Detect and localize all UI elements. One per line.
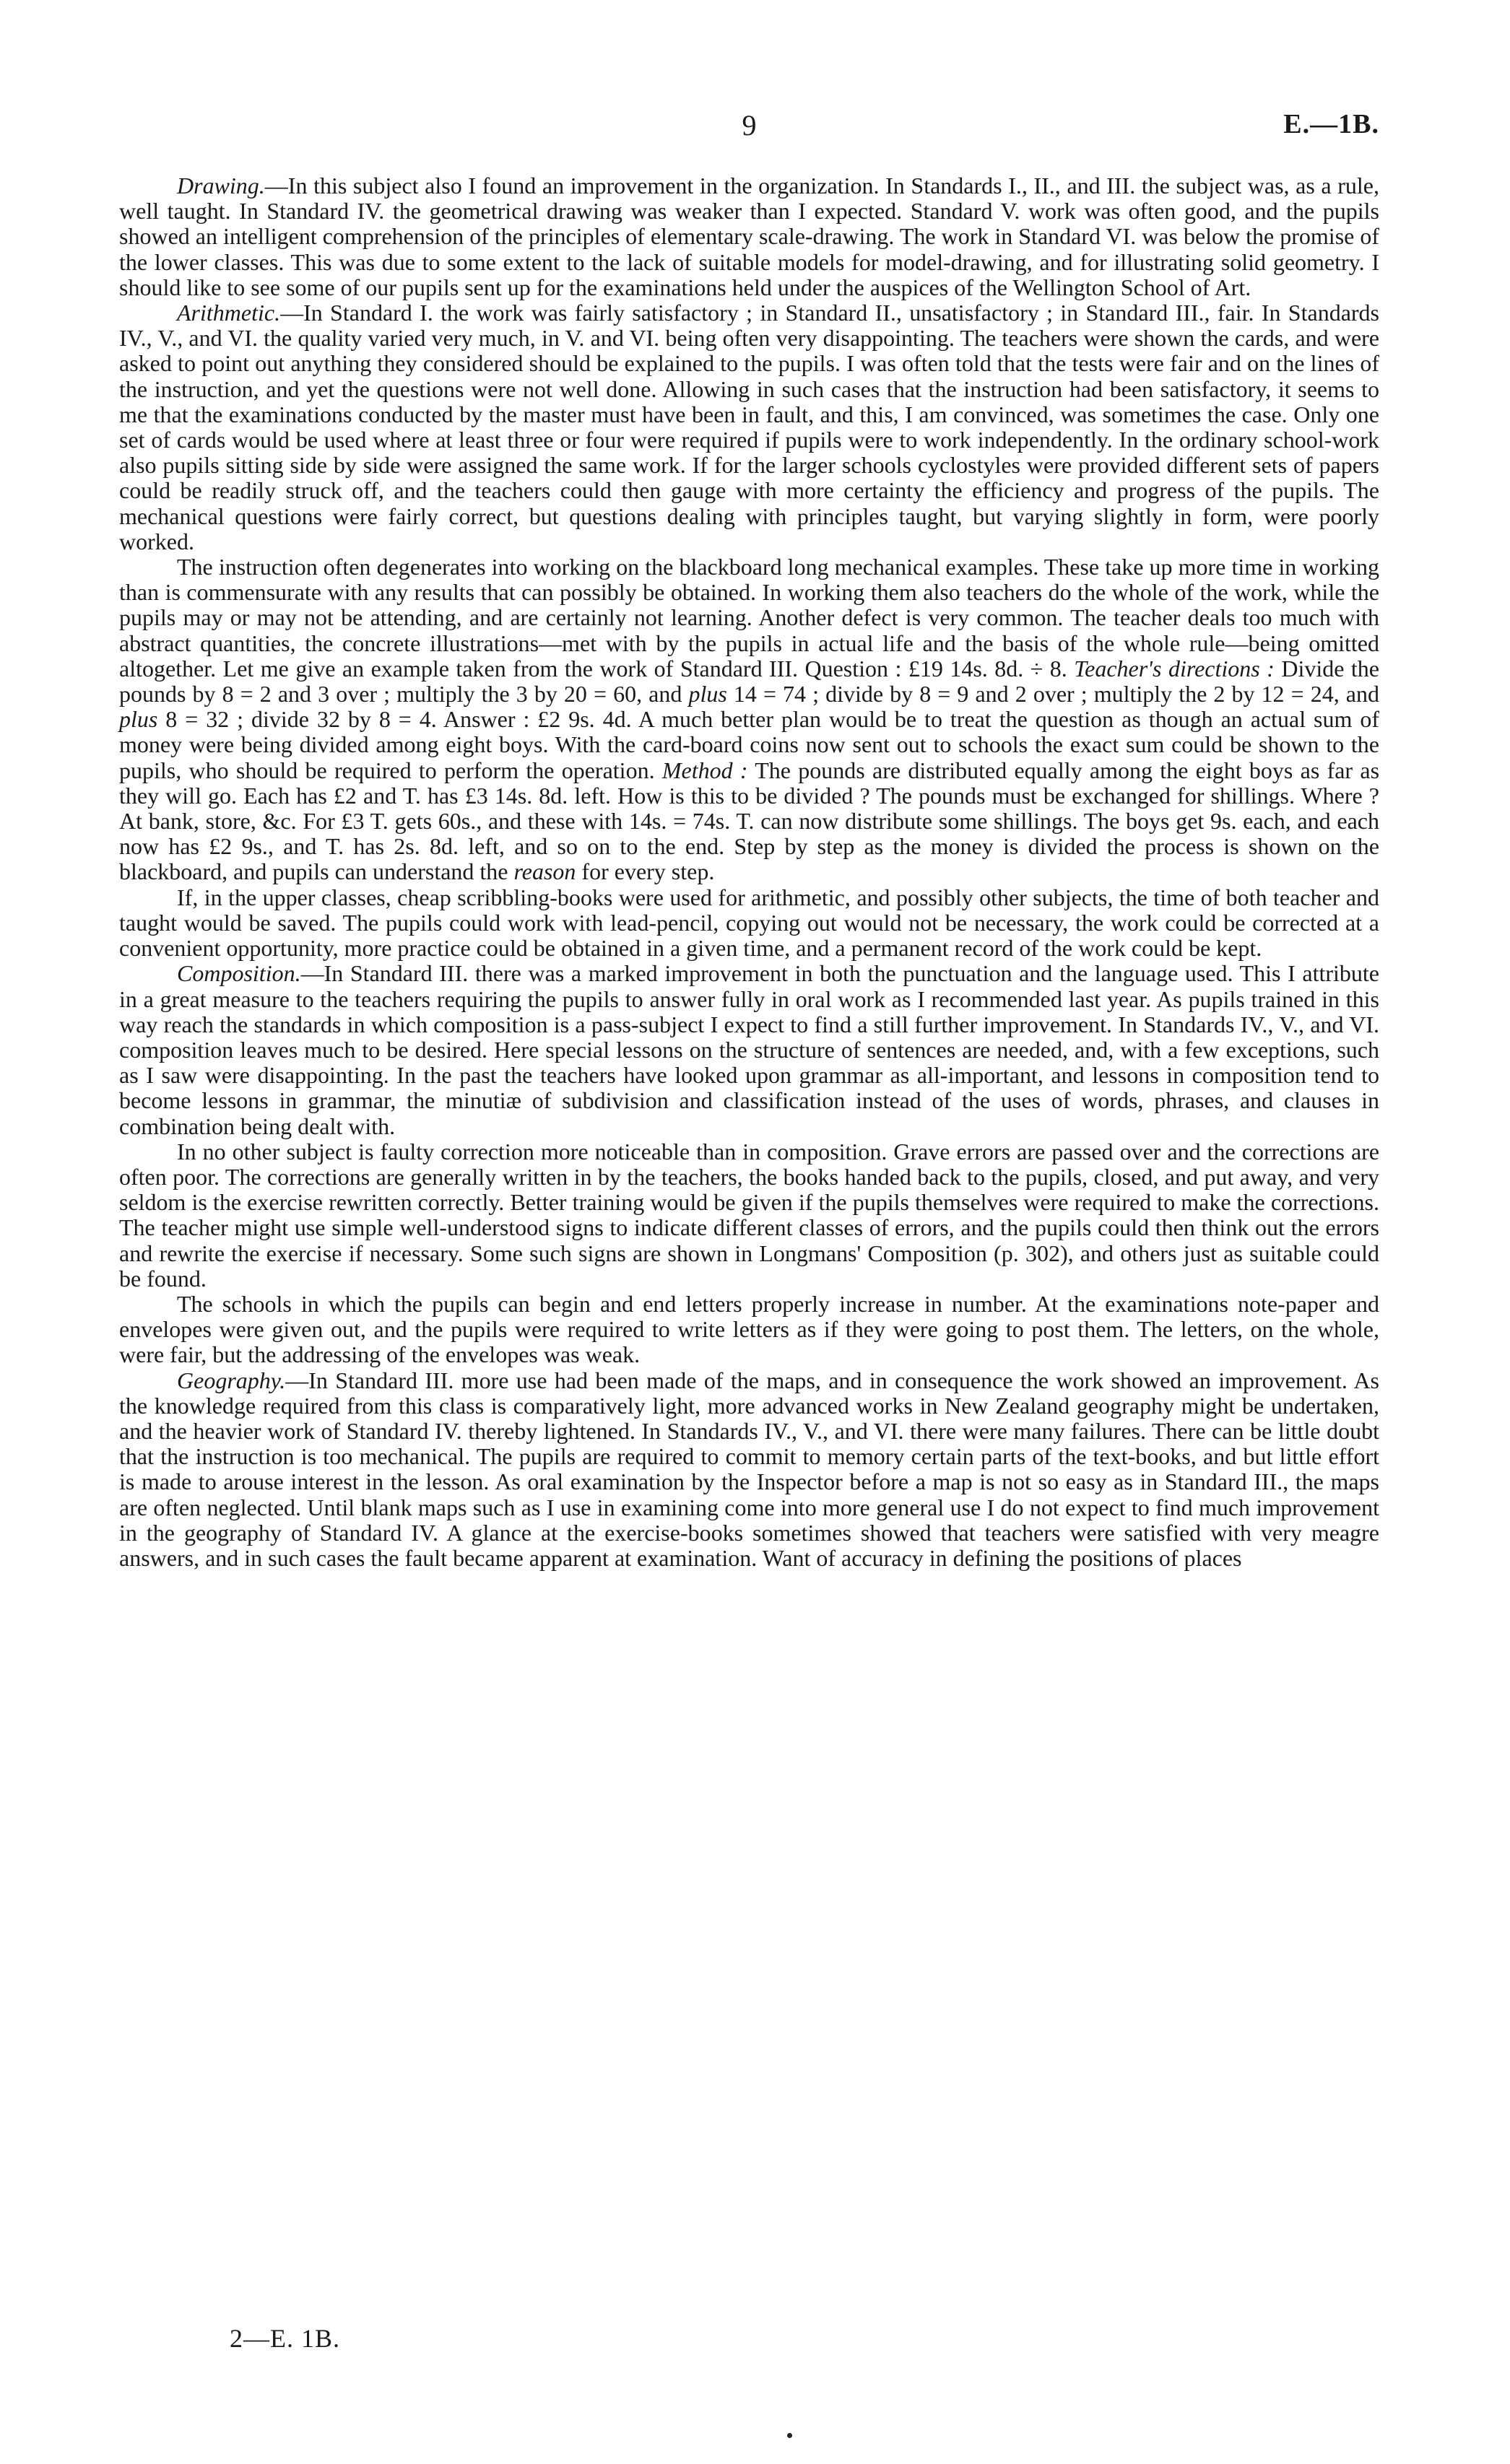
section-heading-composition: Composition. — [177, 960, 301, 987]
paragraph-text: 14 = 74 ; divide by 8 = 9 and 2 over ; multiply the 2 by 12 = 24, and — [726, 681, 1380, 708]
paragraph-composition — [119, 961, 1379, 1139]
paragraph-geography — [119, 1368, 1379, 1572]
paragraph-text: —In Standard I. the work was fairly satisfactory ; in Standard II., unsatisfactory ; in Standard III., fair. In Standards IV., V., and VI. the quality varied very much, in V. and VI. being often very disappointing. The teachers were shown the cards, and were asked to point out anything they considered should be explained to the pupils. I was often told that the tests were fair and on the lines of the instruction, and yet the questions were not well done. Allowing in such cases that the instruction had been satisfactory, it seems to me that the examinations conducted by the master must have been in fault, and this, I am convinced, was sometimes the case. Only one set of cards would be used where at least three or four were required if pupils were to work independently. In the ordinary school-work also pupils sitting side by side were assigned the same work. If for the larger schools cyclostyles were provided different sets of papers could be readily struck off, and the teachers could then gauge with more certainty the efficiency and progress of the pupils. The mechanical questions were fairly correct, but questions dealing with principles taught, but varying slightly in form, were poorly worked. — [119, 300, 1379, 554]
italic-phrase: plus — [688, 681, 727, 708]
paragraph-text: for every step. — [576, 858, 715, 885]
italic-phrase: Method : — [661, 757, 748, 783]
italic-phrase: Teacher's directions : — [1074, 655, 1275, 682]
paragraph-text: The instruction often degenerates into working on the blackboard long mechanical examples. These take up more time in working than is commensurate with any results that can possibly be obtained. In working them also teachers do the whole of the work, while the pupils may or may not be attending, and are certainly not learning. Another defect is very common. The teacher deals too much with abstract quantities, the concrete illustrations—met with by the pupils in actual life and the basis of the whole rule—being omitted altogether. Let me give an example taken from the work of Standard III. Question : £19 14s. 8d. ÷ 8. — [119, 554, 1379, 682]
paragraph-text: The schools in which the pupils can begin and end letters properly increase in number. At the examinations note-paper and envelopes were given out, and the pupils were required to write letters as if they were going to post them. The letters, on the whole, were fair, but the addressing of the envelopes was weak. — [119, 1290, 1379, 1368]
section-heading-arithmetic: Arithmetic. — [177, 300, 281, 326]
paragraph-text: If, in the upper classes, cheap scribbling-books were used for arithmetic, and possibly other subjects, the time of both teacher and taught would be saved. The pupils could work with lead-pencil, copying out would not be necessary, the work could be corrected at a convenient opportunity, more practice could be obtained in a given time, and a permanent record of the work could be kept. — [119, 884, 1379, 962]
paragraph-text: —In this subject also I found an improvement in the organization. In Standards I., II., and III. the subject was, as a rule, well taught. In Standard IV. the geometrical drawing was weaker than I expected. Standard V. work was often good, and the pupils showed an intelligent comprehension of the principles of elementary scale-drawing. The work in Standard VI. was below the promise of the lower classes. This was due to some extent to the lack of suitable models for model-drawing, and for illustrating solid geometry. I should like to see some of our pupils sent up for the examinations held under the auspices of the Wellington School of Art. — [119, 173, 1379, 300]
italic-phrase: plus — [119, 706, 158, 733]
section-heading-geography: Geography. — [177, 1367, 286, 1393]
paragraph-text: Divide the pounds by 8 = 2 and 3 over ; multiply the 3 by 20 = 60, and — [119, 655, 1380, 708]
paragraph-text: In no other subject is faulty correction more noticeable than in composition. Grave errors are passed over and the corrections are often poor. The corrections are generally written in by the teachers, the books handed back to the pupils, closed, and put away, and very seldom is the exercise rewritten correctly. Better training would be given if the pupils themselves were required to make the corrections. The teacher might use simple well-understood signs to indicate different classes of errors, and the pupils could then think out the errors and rewrite the exercise if necessary. Some such signs are shown in Longmans' Composition (p. 302), and others just as suitable could be found. — [119, 1138, 1379, 1292]
signature-mark: 2—E. 1B. — [230, 2324, 341, 2353]
paragraph-drawing — [119, 173, 1379, 300]
italic-phrase: reason — [513, 858, 576, 885]
section-heading-drawing: Drawing. — [177, 173, 265, 199]
page-header — [119, 108, 1379, 152]
paragraph-arithmetic — [119, 300, 1379, 554]
paragraph-arithmetic-example — [119, 554, 1379, 885]
paragraph-letters — [119, 1292, 1379, 1368]
paragraph-text: 8 = 32 ; divide 32 by 8 = 4. Answer : £2 9s. 4d. A much better plan would be to treat the question as though an actual sum of money were being divided among eight boys. With the card-board coins now sent out to schools the exact sum could be shown to the pupils, who should be required to perform the operation. — [119, 706, 1379, 783]
page-dot — [787, 2433, 792, 2438]
page-number: 9 — [742, 109, 757, 142]
paragraph-text: —In Standard III. more use had been made of the maps, and in consequence the work showed an improvement. As the knowledge required from this class is comparatively light, more advanced works in New Zealand geography might be undertaken, and the heavier work of Standard IV. thereby lightened. In Standards IV., V., and VI. there were many failures. There can be little doubt that the instruction is too mechanical. The pupils are required to commit to memory certain parts of the text-books, and but little effort is made to arouse interest in the lesson. As oral examination by the Inspector before a map is not so easy as in Standard III., the maps are often neglected. Until blank maps such as I use in examining come into more general use I do not expect to find much improvement in the geography of Standard IV. A glance at the exercise-books sometimes showed that teachers were satisfied with very meagre answers, and in such cases the fault became apparent at examination. Want of accuracy in defining the positions of places — [119, 1367, 1379, 1571]
paragraph-text: —In Standard III. there was a marked improvement in both the punctuation and the language used. This I attribute in a great measure to the teachers requiring the pupils to answer fully in oral work as I recommended last year. As pupils trained in this way reach the standards in which composition is a pass-subject I expect to find a still further improvement. In Standards IV., V., and VI. composition leaves much to be desired. Here special lessons on the structure of sentences are needed, and, with a few exceptions, such as I saw were disappointing. In the past the teachers have looked upon grammar as all-important, and lessons in composition tend to become lessons in grammar, the minutiæ of subdivision and classification instead of the uses of words, phrases, and clauses in combination being dealt with. — [119, 960, 1379, 1139]
paragraph-scribbling-books — [119, 885, 1379, 962]
paragraph-text: The pounds are distributed equally among the eight boys as far as they will go. Each has £2 and T. has £3 14s. 8d. left. How is this to be divided ? The pounds must be exchanged for shillings. Where ? At bank, store, &c. For £3 T. gets 60s., and these with 14s. = 74s. T. can now distribute some shillings. The boys get 9s. each, and each now has £2 9s., and T. has 2s. 8d. left, and so on to the end. Step by step as the money is divided the process is shown on the blackboard, and pupils can understand the — [119, 757, 1380, 885]
running-head: E.—1B. — [1283, 109, 1379, 139]
paragraph-faulty-correction — [119, 1139, 1379, 1292]
body-text — [119, 173, 1379, 1571]
